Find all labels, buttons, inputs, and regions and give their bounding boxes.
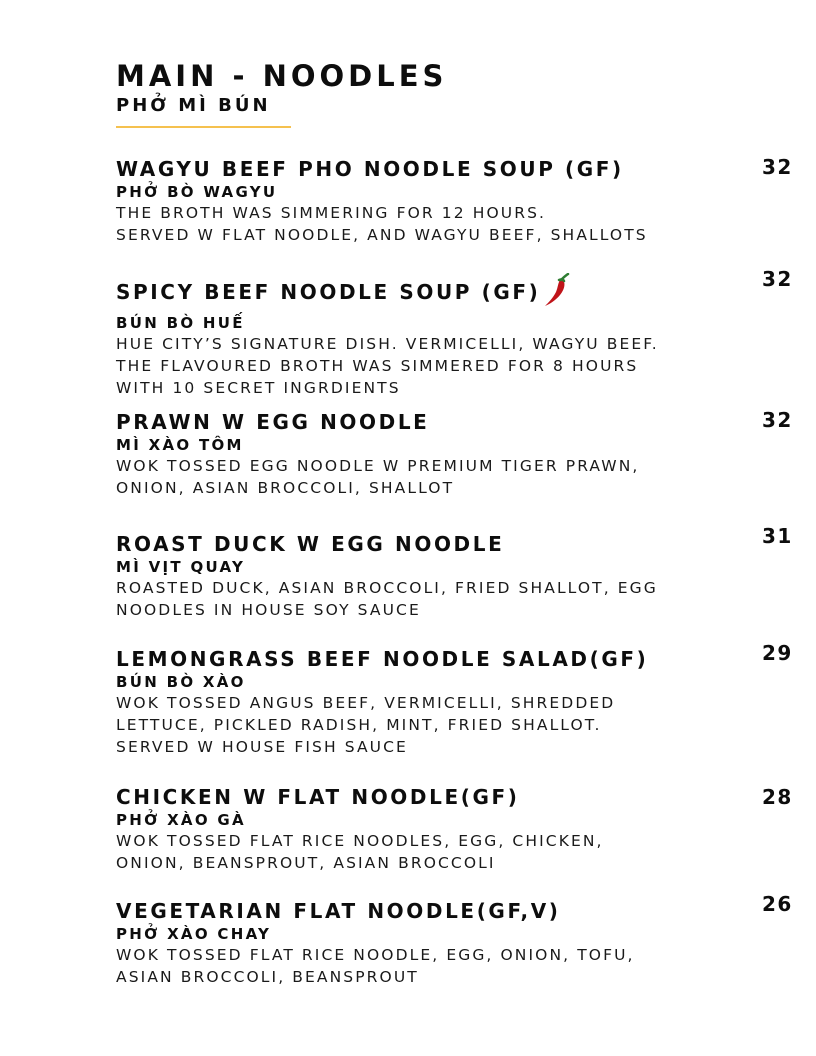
page-title: MAIN - NOODLES [116,59,448,93]
item-price: 32 [762,155,793,179]
menu-item [116,531,796,621]
title-underline [116,126,291,128]
item-description-line: LETTUCE, PICKLED RADISH, MINT, FRIED SHALLOT. [116,716,602,734]
item-name: ROAST DUCK W EGG NOODLE [116,532,505,556]
item-name: CHICKEN W FLAT NOODLE(GF) [116,785,520,809]
item-description [116,692,796,758]
item-description-line: WOK TOSSED FLAT RICE NOODLE, EGG, ONION, TOFU, [116,946,635,964]
item-viet-name: PHỞ BÒ WAGYU [116,183,278,201]
item-price: 32 [762,408,793,432]
item-description-line: WOK TOSSED EGG NOODLE W PREMIUM TIGER PRAWN, [116,457,640,475]
item-description-line: ONION, BEANSPROUT, ASIAN BROCCOLI [116,854,496,872]
item-price: 32 [762,267,793,291]
item-description [116,202,796,246]
item-name: SPICY BEEF NOODLE SOUP (GF) [116,280,541,304]
item-description [116,333,796,399]
menu-item [116,409,796,499]
item-description-line: WOK TOSSED ANGUS BEEF, VERMICELLI, SHREDDED [116,694,616,712]
item-description [116,577,796,621]
item-description [116,944,796,988]
item-viet-name: PHỞ XÀO CHAY [116,925,272,943]
item-description-line: NOODLES IN HOUSE SOY SAUCE [116,601,421,619]
item-description-line: WITH 10 SECRET INGRDIENTS [116,379,401,397]
page-subtitle: PHỞ MÌ BÚN [116,95,271,116]
menu-item [116,784,796,874]
item-name: PRAWN W EGG NOODLE [116,410,430,434]
item-price: 29 [762,641,793,665]
item-description-line: SERVED W FLAT NOODLE, AND WAGYU BEEF, SHALLOTS [116,226,648,244]
item-viet-name: BÚN BÒ HUẾ [116,314,245,332]
item-description-line: ASIAN BROCCOLI, BEANSPROUT [116,968,419,986]
item-viet-name: BÚN BÒ XÀO [116,673,246,691]
item-viet-name: PHỞ XÀO GÀ [116,811,246,829]
item-price: 31 [762,524,793,548]
chili-pepper-icon [542,273,572,313]
item-description-line: SERVED W HOUSE FISH SAUCE [116,738,408,756]
item-name: WAGYU BEEF PHO NOODLE SOUP (GF) [116,157,624,181]
item-description-line: WOK TOSSED FLAT RICE NOODLES, EGG, CHICKEN, [116,832,604,850]
menu-header [116,58,447,118]
menu-item [116,156,796,246]
item-description-line: THE BROTH WAS SIMMERING FOR 12 HOURS. [116,204,547,222]
item-name-row [116,273,796,313]
item-name: LEMONGRASS BEEF NOODLE SALAD(GF) [116,647,649,671]
item-description [116,830,796,874]
item-description-line: HUE CITY’S SIGNATURE DISH. VERMICELLI, WAGYU BEEF. [116,335,659,353]
menu-item [116,898,796,988]
item-viet-name: MÌ XÀO TÔM [116,436,244,454]
item-description-line: ONION, ASIAN BROCCOLI, SHALLOT [116,479,455,497]
item-price: 26 [762,892,793,916]
item-description [116,455,796,499]
item-description-line: THE FLAVOURED BROTH WAS SIMMERED FOR 8 HOURS [116,357,639,375]
item-price: 28 [762,785,793,809]
item-viet-name: MÌ VỊT QUAY [116,558,246,576]
menu-item [116,273,796,399]
item-description-line: ROASTED DUCK, ASIAN BROCCOLI, FRIED SHALLOT, EGG [116,579,658,597]
item-name: VEGETARIAN FLAT NOODLE(GF,V) [116,899,561,923]
menu-item [116,646,796,758]
